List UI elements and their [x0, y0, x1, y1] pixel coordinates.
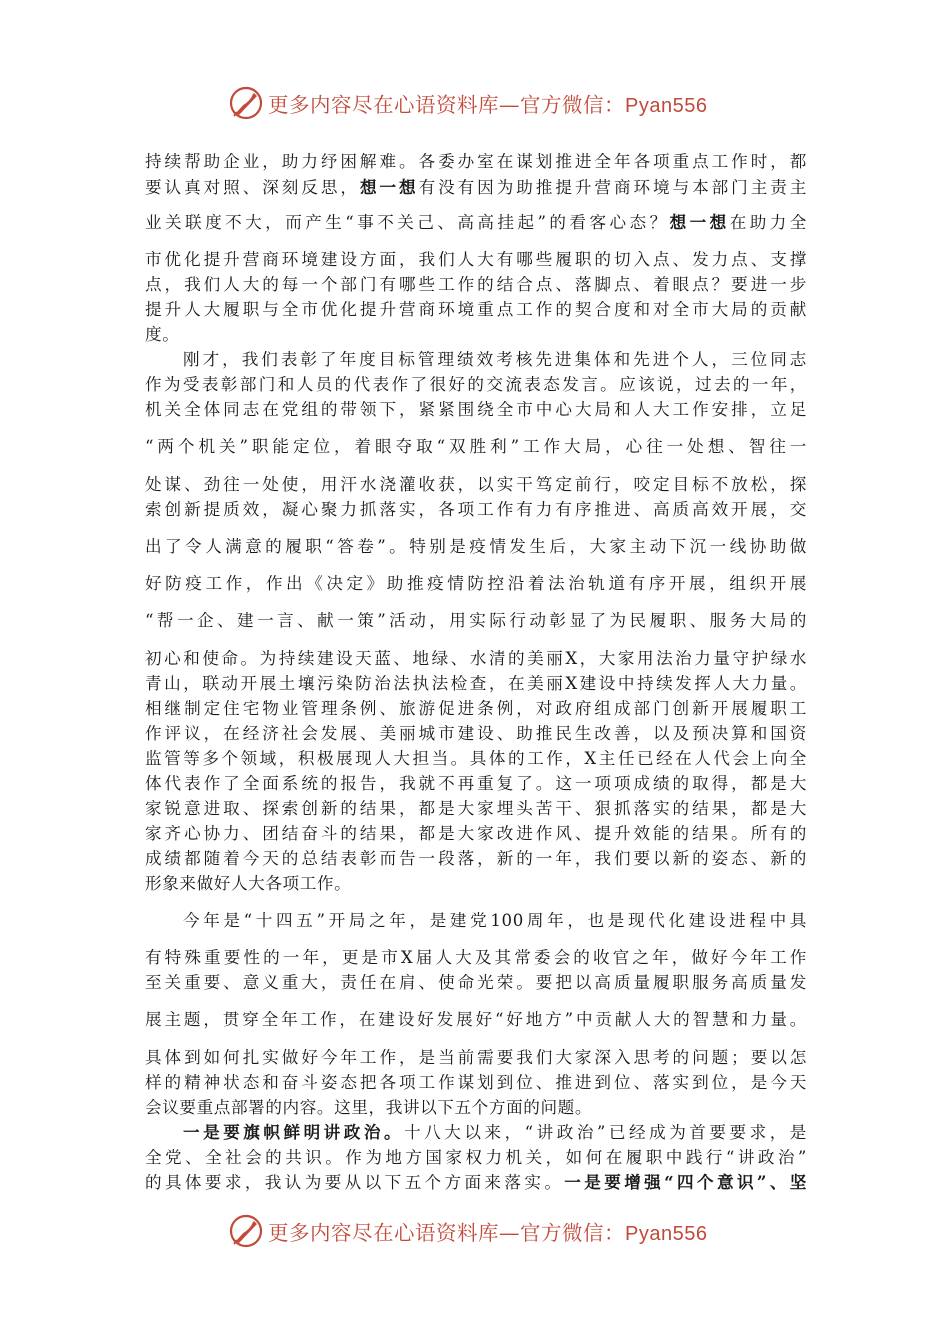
text-line: 点，我们人大的每一个部门有哪些工作的结合点、落脚点、着眼点？要进一步 [145, 275, 807, 294]
text-line: 全党、全社会的共识。作为地方国家权力机关，如何在履职中践行“讲政治” [145, 1148, 807, 1167]
text-line: 相继制定住宅物业管理条例、旅游促进条例，对政府组成部门创新开展履职工 [145, 699, 807, 718]
text-line: 要认真对照、深刻反思，想一想有没有因为助推提升营商环境与本部门主责主 [145, 177, 807, 197]
text-line: 的具体要求，我认为要从以下五个方面来落实。一是要增强“四个意识”、坚 [145, 1172, 807, 1192]
text-line: 样的精神状态和奋斗姿态把各项工作谋划到位、推进到位、落实到位，是今天 [145, 1073, 807, 1092]
text-line: 监管等多个领域，积极展现人大担当。具体的工作，X主任已经在人代会上向全 [145, 749, 807, 768]
text-line: 家锐意进取、探索创新的结果，都是大家埋头苦干、狠抓落实的结果，都是大 [145, 799, 807, 818]
text-line: 体代表作了全面系统的报告，我就不再重复了。这一项项成绩的取得，都是大 [145, 774, 807, 793]
heading-point-one: 一是要旗帜鲜明讲政治。 [183, 1122, 405, 1142]
header-banner [228, 83, 707, 123]
footer-banner [228, 1211, 707, 1251]
emphasis-text: 一是要增强“四个意识”、坚 [564, 1172, 807, 1192]
emphasis-text: 想一想 [359, 177, 419, 197]
text-line: 作为受表彰部门和人员的代表作了很好的交流表态发言。应该说，过去的一年， [145, 375, 807, 394]
text-line: 刚才，我们表彰了年度目标管理绩效考核先进集体和先进个人，三位同志 [183, 350, 807, 369]
text-line: 好防疫工作，作出《决定》助推疫情防控沿着法治轨道有序开展，组织开展 [145, 574, 807, 593]
text-line: 今年是“十四五”开局之年，是建党100周年，也是现代化建设进程中具 [183, 911, 807, 930]
text-line: 形象来做好人大各项工作。 [145, 874, 352, 893]
text-line: 具体到如何扎实做好今年工作，是当前需要我们大家深入思考的问题；要以怎 [145, 1048, 807, 1067]
text-line: “帮一企、建一言、献一策”活动，用实际行动彰显了为民履职、服务大局的 [145, 611, 807, 630]
quill-pen-logo-icon [228, 85, 264, 121]
text-line: 展主题，贯穿全年工作，在建设好发展好“好地方”中贡献人大的智慧和力量。 [145, 1010, 807, 1029]
text-line: 初心和使命。为持续建设天蓝、地绿、水清的美丽X，大家用法治力量守护绿水 [145, 649, 807, 668]
text-line: 机关全体同志在党组的带领下，紧紧围绕全市中心大局和人大工作安排，立足 [145, 400, 807, 419]
text-line: 至关重要、意义重大，责任在肩、使命光荣。要把以高质量履职服务高质量发 [145, 973, 807, 992]
text-line: 度。 [145, 325, 180, 344]
text-line: 提升人大履职与全市优化提升营商环境重点工作的契合度和对全市大局的贡献 [145, 300, 807, 319]
text-line: 索创新提质效，凝心聚力抓落实，各项工作有力有序推进、高质高效开展，交 [145, 500, 807, 519]
text-line: 青山，联动开展土壤污染防治法执法检查，在美丽X建设中持续发挥人大力量。 [145, 674, 807, 693]
text-line: 成绩都随着今天的总结表彰而告一段落，新的一年，我们要以新的姿态、新的 [145, 849, 807, 868]
quill-pen-logo-icon [228, 1213, 264, 1249]
text-line: 一是要旗帜鲜明讲政治。十八大以来，“讲政治”已经成为首要要求，是 [183, 1122, 807, 1142]
banner-text: 更多内容尽在心语资料库—官方微信：Pyan556 [268, 93, 708, 117]
text-line: 市优化提升营商环境建设方面，我们人大有哪些履职的切入点、发力点、支撑 [145, 250, 807, 269]
emphasis-text: 想一想 [669, 212, 730, 232]
text-line: “两个机关”职能定位，着眼夺取“双胜利”工作大局，心往一处想、智往一 [145, 437, 807, 456]
text-line: 家齐心协力、团结奋斗的结果，都是大家改进作风、提升效能的结果。所有的 [145, 824, 807, 843]
banner-text: 更多内容尽在心语资料库—官方微信：Pyan556 [268, 1221, 708, 1245]
wechat-id: Pyan556 [625, 95, 708, 117]
text-line: 持续帮助企业，助力纾困解难。各委办室在谋划推进全年各项重点工作时，都 [145, 152, 807, 171]
text-line: 出了令人满意的履职“答卷”。特别是疫情发生后，大家主动下沉一线协助做 [145, 537, 807, 556]
text-line: 作评议，在经济社会发展、美丽城市建设、助推民生改善，以及预决算和国资 [145, 724, 807, 743]
wechat-id: Pyan556 [625, 1223, 708, 1245]
text-line: 会议要重点部署的内容。这里，我讲以下五个方面的问题。 [145, 1098, 593, 1117]
text-line: 有特殊重要性的一年，更是市X届人大及其常委会的收官之年，做好今年工作 [145, 948, 807, 967]
text-line: 业关联度不大，而产生“事不关己、高高挂起”的看客心态？想一想在助力全 [145, 212, 807, 232]
text-line: 处谋、劲往一处使，用汗水浇灌收获，以实干笃定前行，咬定目标不放松，探 [145, 475, 807, 494]
